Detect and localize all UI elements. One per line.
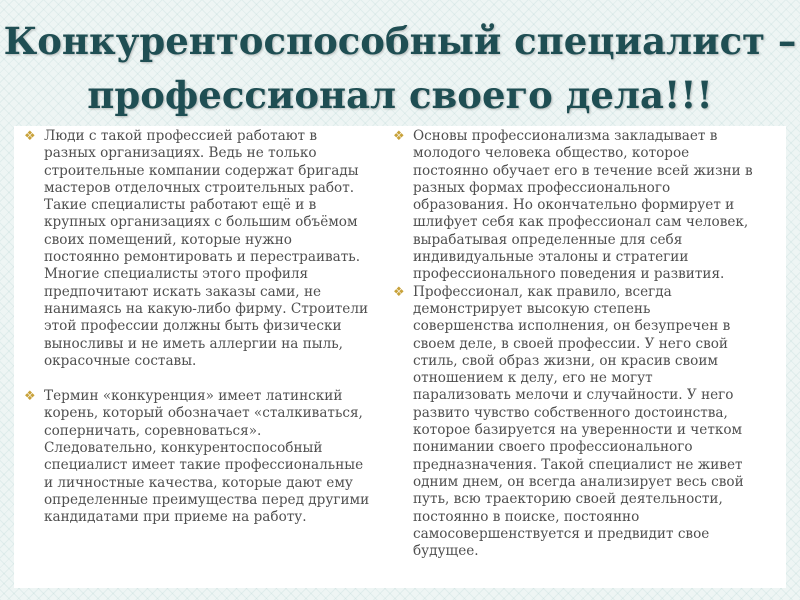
left-column: [24, 128, 386, 527]
bullet-item-professionalism-basics: [393, 128, 775, 284]
bullet-text: Люди с такой профессией работают в разных организациях. Ведь не только строительные компании содержат бригады мастеров отделочных строительных работ. Такие специалисты работают ещё и в крупных организациях с большим объёмом своих помещений, которые нужно постоянно ремонтировать и перестраивать. Многие специалисты этого профиля предпочитают искать заказы сами, не нанимаясь на какую-либо фирму. Строители этой профессии должны быть физически выносливы и не иметь аллергии на пыль, окрасочные составы.: [44, 128, 369, 369]
bullet-text: Основы профессионализма закладывает в молодого человека общество, которое постоянно обучает его в течение всей жизни в разных формах профессионального образования. Но окончательно формирует и шлифует себя как профессионал сам человек, вырабатывая определенные для себя индивидуальные эталоны и стратегии профессионального поведения и развития.: [413, 128, 753, 283]
right-column: [393, 128, 775, 560]
bullet-text: Термин «конкуренция» имеет латинский корень, который обозначает «сталкиваться, соперничать, соревноваться». Следовательно, конкурентоспособный специалист имеет такие профессиональные и личностные качества, которые дают ему определенные преимущества перед другими кандидатами при приеме на работу.: [44, 388, 370, 526]
diamond-bullet-icon: ❖: [393, 284, 405, 300]
slide-title: [0, 14, 800, 122]
diamond-bullet-icon: ❖: [393, 129, 405, 144]
diamond-bullet-icon: ❖: [24, 129, 36, 144]
slide-title-line-1: Конкурентоспособный специалист –: [3, 19, 797, 63]
paragraph-spacer: [24, 370, 386, 388]
bullet-item-workers: [24, 128, 386, 370]
bullet-item-competition-term: [24, 388, 386, 526]
bullet-item-professional-traits: [393, 284, 775, 561]
bullet-text: Профессионал, как правило, всегда демонстрирует высокую степень совершенства исполнения, он безупречен в своем деле, в своей профессии. У него свой стиль, свой образ жизни, он красив своим отношением к делу, его не могут парализовать мелочи и случайности. У него развито чувство собственного достоинства, которое базируется на уверенности и четком понимании своего профессионального предназначения. Такой специалист не живет одним днем, он всегда анализирует весь свой путь, всю траекторию своей деятельности, постоянно в поиске, постоянно самосовершенствуется и предвидит свое будущее.: [413, 283, 744, 560]
diamond-bullet-icon: ❖: [24, 389, 36, 405]
slide-title-line-2: профессионал своего дела!!!: [87, 73, 713, 117]
